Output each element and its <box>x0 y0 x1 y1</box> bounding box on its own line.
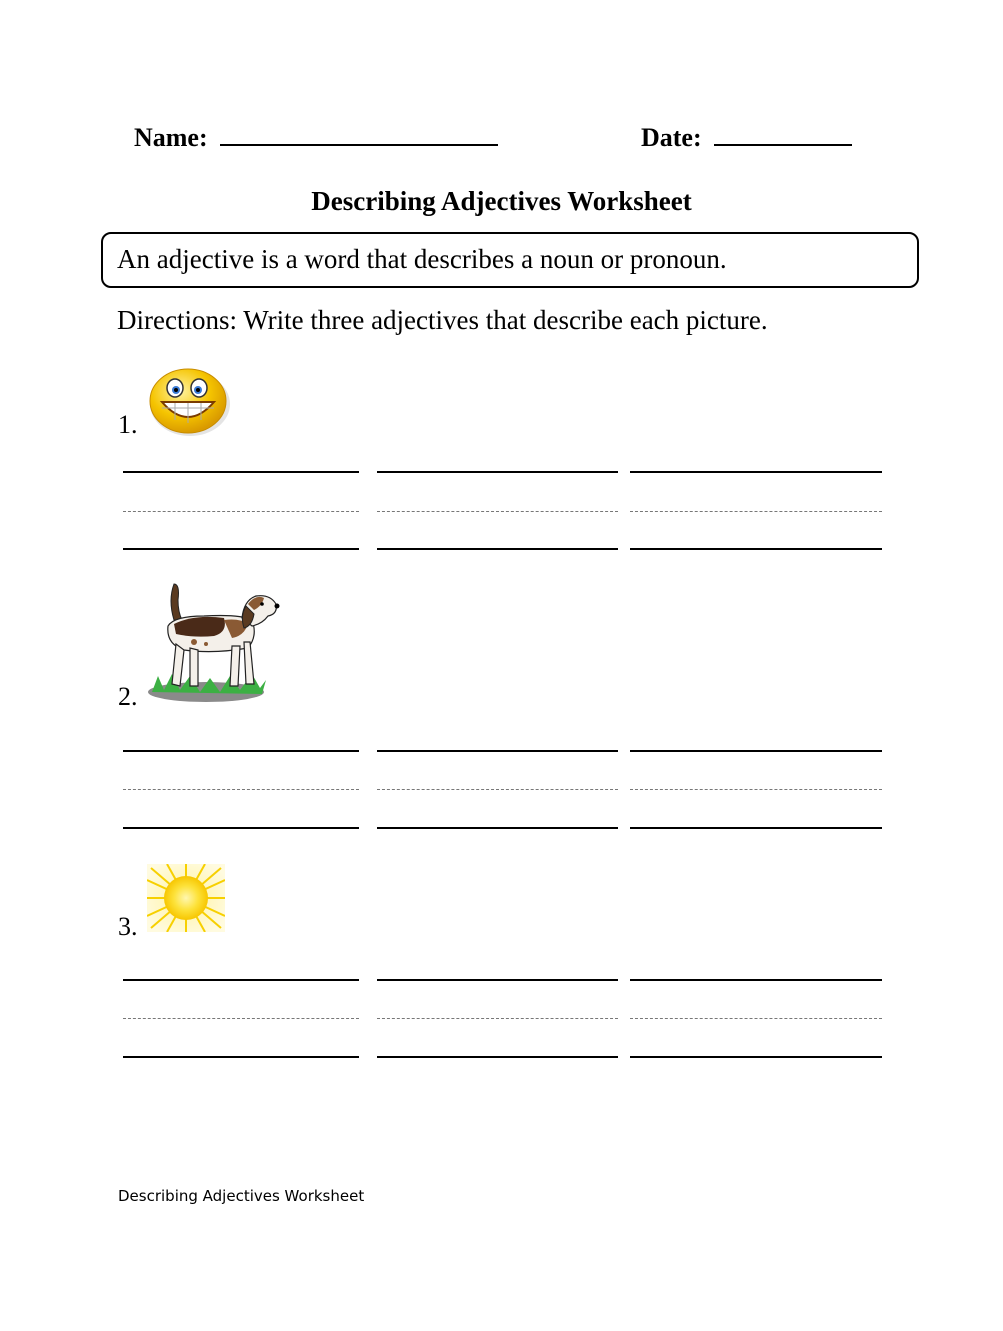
guide-line <box>123 511 359 512</box>
answer-line[interactable] <box>377 1056 618 1058</box>
smiley-face-icon <box>148 366 232 436</box>
guide-line <box>377 511 618 512</box>
sun-icon <box>147 864 225 932</box>
guide-line <box>123 1018 359 1019</box>
answer-line[interactable] <box>123 1056 359 1058</box>
answer-line[interactable] <box>630 979 882 981</box>
date-field <box>641 120 852 153</box>
name-label: Name: <box>134 123 208 152</box>
answer-line[interactable] <box>123 827 359 829</box>
name-field <box>134 120 498 153</box>
beagle-dog-icon <box>144 580 282 706</box>
name-blank[interactable] <box>220 120 498 146</box>
guide-line <box>630 789 882 790</box>
date-blank[interactable] <box>714 120 852 146</box>
answer-line[interactable] <box>630 548 882 550</box>
answer-line[interactable] <box>377 548 618 550</box>
answer-line[interactable] <box>123 979 359 981</box>
answer-line[interactable] <box>630 1056 882 1058</box>
guide-line <box>630 511 882 512</box>
directions-text: Directions: Write three adjectives that describe each picture. <box>117 305 768 335</box>
answer-line[interactable] <box>123 750 359 752</box>
answer-line[interactable] <box>377 750 618 752</box>
answer-line[interactable] <box>123 471 359 473</box>
item-number-2: 2. <box>118 682 138 711</box>
guide-line <box>630 1018 882 1019</box>
footer-text: Describing Adjectives Worksheet <box>118 1187 365 1205</box>
worksheet-title: Describing Adjectives Worksheet <box>311 186 692 216</box>
answer-line[interactable] <box>377 827 618 829</box>
date-label: Date: <box>641 123 702 152</box>
guide-line <box>123 789 359 790</box>
answer-line[interactable] <box>377 979 618 981</box>
answer-line[interactable] <box>377 471 618 473</box>
answer-line[interactable] <box>630 471 882 473</box>
answer-line[interactable] <box>630 750 882 752</box>
answer-line[interactable] <box>123 548 359 550</box>
item-number-1: 1. <box>118 410 138 439</box>
definition-box: An adjective is a word that describes a noun or pronoun. <box>101 232 919 288</box>
guide-line <box>377 1018 618 1019</box>
item-number-3: 3. <box>118 912 138 941</box>
guide-line <box>377 789 618 790</box>
answer-line[interactable] <box>630 827 882 829</box>
